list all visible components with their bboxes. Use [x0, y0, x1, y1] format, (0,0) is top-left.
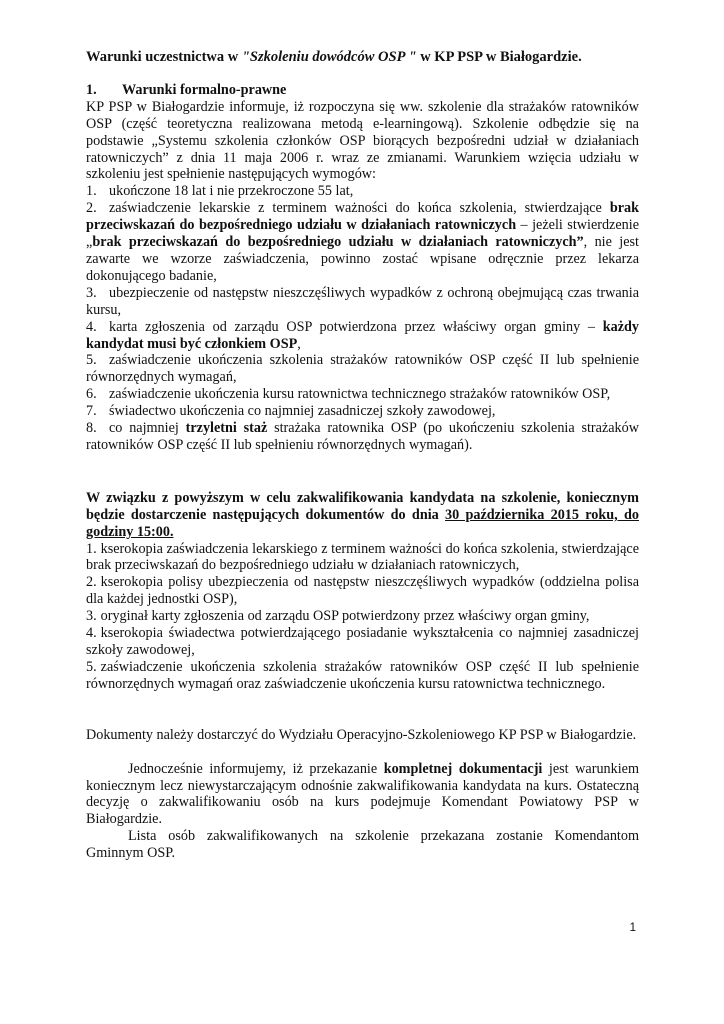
- deadline: 30 października 2015 roku, do godziny 15:00.: [86, 506, 639, 540]
- list-item: 6. zaświadczenie ukończenia kursu ratownictwa technicznego strażaków ratowników OSP,: [86, 386, 611, 403]
- list-item: 3. ubezpieczenie od następstw nieszczęśliwych wypadków z ochroną obejmującą czas trwania kursu,: [86, 284, 639, 318]
- list-item: 3. oryginał karty zgłoszenia od zarządu OSP potwierdzony przez właściwy organ gminy,: [86, 608, 590, 625]
- document-page: [86, 49, 639, 862]
- list-item: 2. zaświadczenie lekarskie z terminem ważności do końca szkolenia, stwierdzające brak przeciwskazań do bezpośredniego udziału w działaniach ratowniczych – jeżeli stwierdzenie „brak przeciwskazań do bezpośredniego udziału w działaniach ratowniczych”, nie jest zawarte we wzorze zaświadczenia, powinno zostać wpisane odręcznie przez lekarza dokonującego badanie,: [86, 200, 639, 284]
- section2-heading: W związku z powyższym w celu zakwalifikowania kandydata na szkolenie, koniecznym będzie dostarczenie następujących dokumentów do dnia 30 października 2015 roku, do godziny 15:00.: [86, 489, 639, 540]
- list-item: 8. co najmniej trzyletni staż strażaka ratownika OSP (po ukończeniu szkolenia strażaków ratowników OSP część II lub spełnieniu równorzędnych wymagań).: [86, 420, 639, 453]
- list-notice-paragraph: Lista osób zakwalifikowanych na szkolenie przekazana zostanie Komendantom Gminnym OSP.: [86, 828, 639, 862]
- section1-intro: KP PSP w Białogardzie informuje, iż rozpoczyna się ww. szkolenie dla strażaków ratowników OSP (część teoretyczna realizowana metodą e-learningową). Szkolenie odbędzie się na podstawie „Systemu szkolenia członków OSP biorących bezpośredni udział w działaniach ratowniczych” z dnia 11 maja 2006 r. wraz ze zmianami. Warunkiem wzięcia udziału w szkoleniu jest spełnienie następujących wymogów:: [86, 98, 639, 183]
- list-item: 5. zaświadczenie ukończenia szkolenia strażaków ratowników OSP część II lub spełnienie równorzędnych wymagań oraz zaświadczenie ukończenia kursu ratownictwa technicznego.: [86, 658, 639, 692]
- section1-number: 1.: [86, 81, 97, 98]
- document-title: [86, 49, 639, 66]
- spacer: [86, 744, 639, 761]
- list-item: 2. kserokopia polisy ubezpieczenia od następstw nieszczęśliwych wypadków (oddzielna polisa dla każdej jednostki OSP),: [86, 574, 639, 608]
- section1-heading-text: Warunki formalno-prawne: [122, 81, 287, 98]
- list-item: 1. kserokopia zaświadczenia lekarskiego z terminem ważności do końca szkolenia, stwierdzające brak przeciwskazań do bezpośredniego udziału w działaniach ratowniczych,: [86, 540, 639, 574]
- list-item: 7. świadectwo ukończenia co najmniej zasadniczej szkoły zawodowej,: [86, 403, 496, 420]
- title-suffix: w KP PSP w Białogardzie.: [416, 49, 582, 65]
- spacer: [86, 454, 639, 490]
- spacer: [86, 693, 639, 727]
- list-item: 1. ukończone 18 lat i nie przekroczone 55 lat,: [86, 183, 354, 200]
- delivery-paragraph: Dokumenty należy dostarczyć do Wydziału Operacyjno-Szkoleniowego KP PSP w Białogardzie.: [86, 726, 637, 743]
- page-number: 1: [629, 922, 636, 934]
- title-course-name: "Szkoleniu dowódców OSP ": [241, 49, 417, 65]
- notice-paragraph: Jednocześnie informujemy, iż przekazanie kompletnej dokumentacji jest warunkiem koniecznym lecz niewystarczającym odnośnie zakwalifikowania kandydata na kurs. Ostateczną decyzję o zakwalifikowaniu osób na kurs podejmuje Komendant Powiatowy PSP w Białogardzie.: [86, 760, 639, 828]
- title-prefix: Warunki uczestnictwa w: [86, 49, 242, 65]
- list-item: 4. kserokopia świadectwa potwierdzającego posiadanie wykształcenia co najmniej zasadniczej szkoły zawodowej,: [86, 625, 639, 658]
- list-item: 5. zaświadczenie ukończenia szkolenia strażaków ratowników OSP część II lub spełnienie równorzędnych wymagań,: [86, 352, 639, 386]
- section1-heading: [86, 82, 639, 99]
- list-item: 4. karta zgłoszenia od zarządu OSP potwierdzona przez właściwy organ gminy – każdy kandydat musi być członkiem OSP,: [86, 318, 639, 352]
